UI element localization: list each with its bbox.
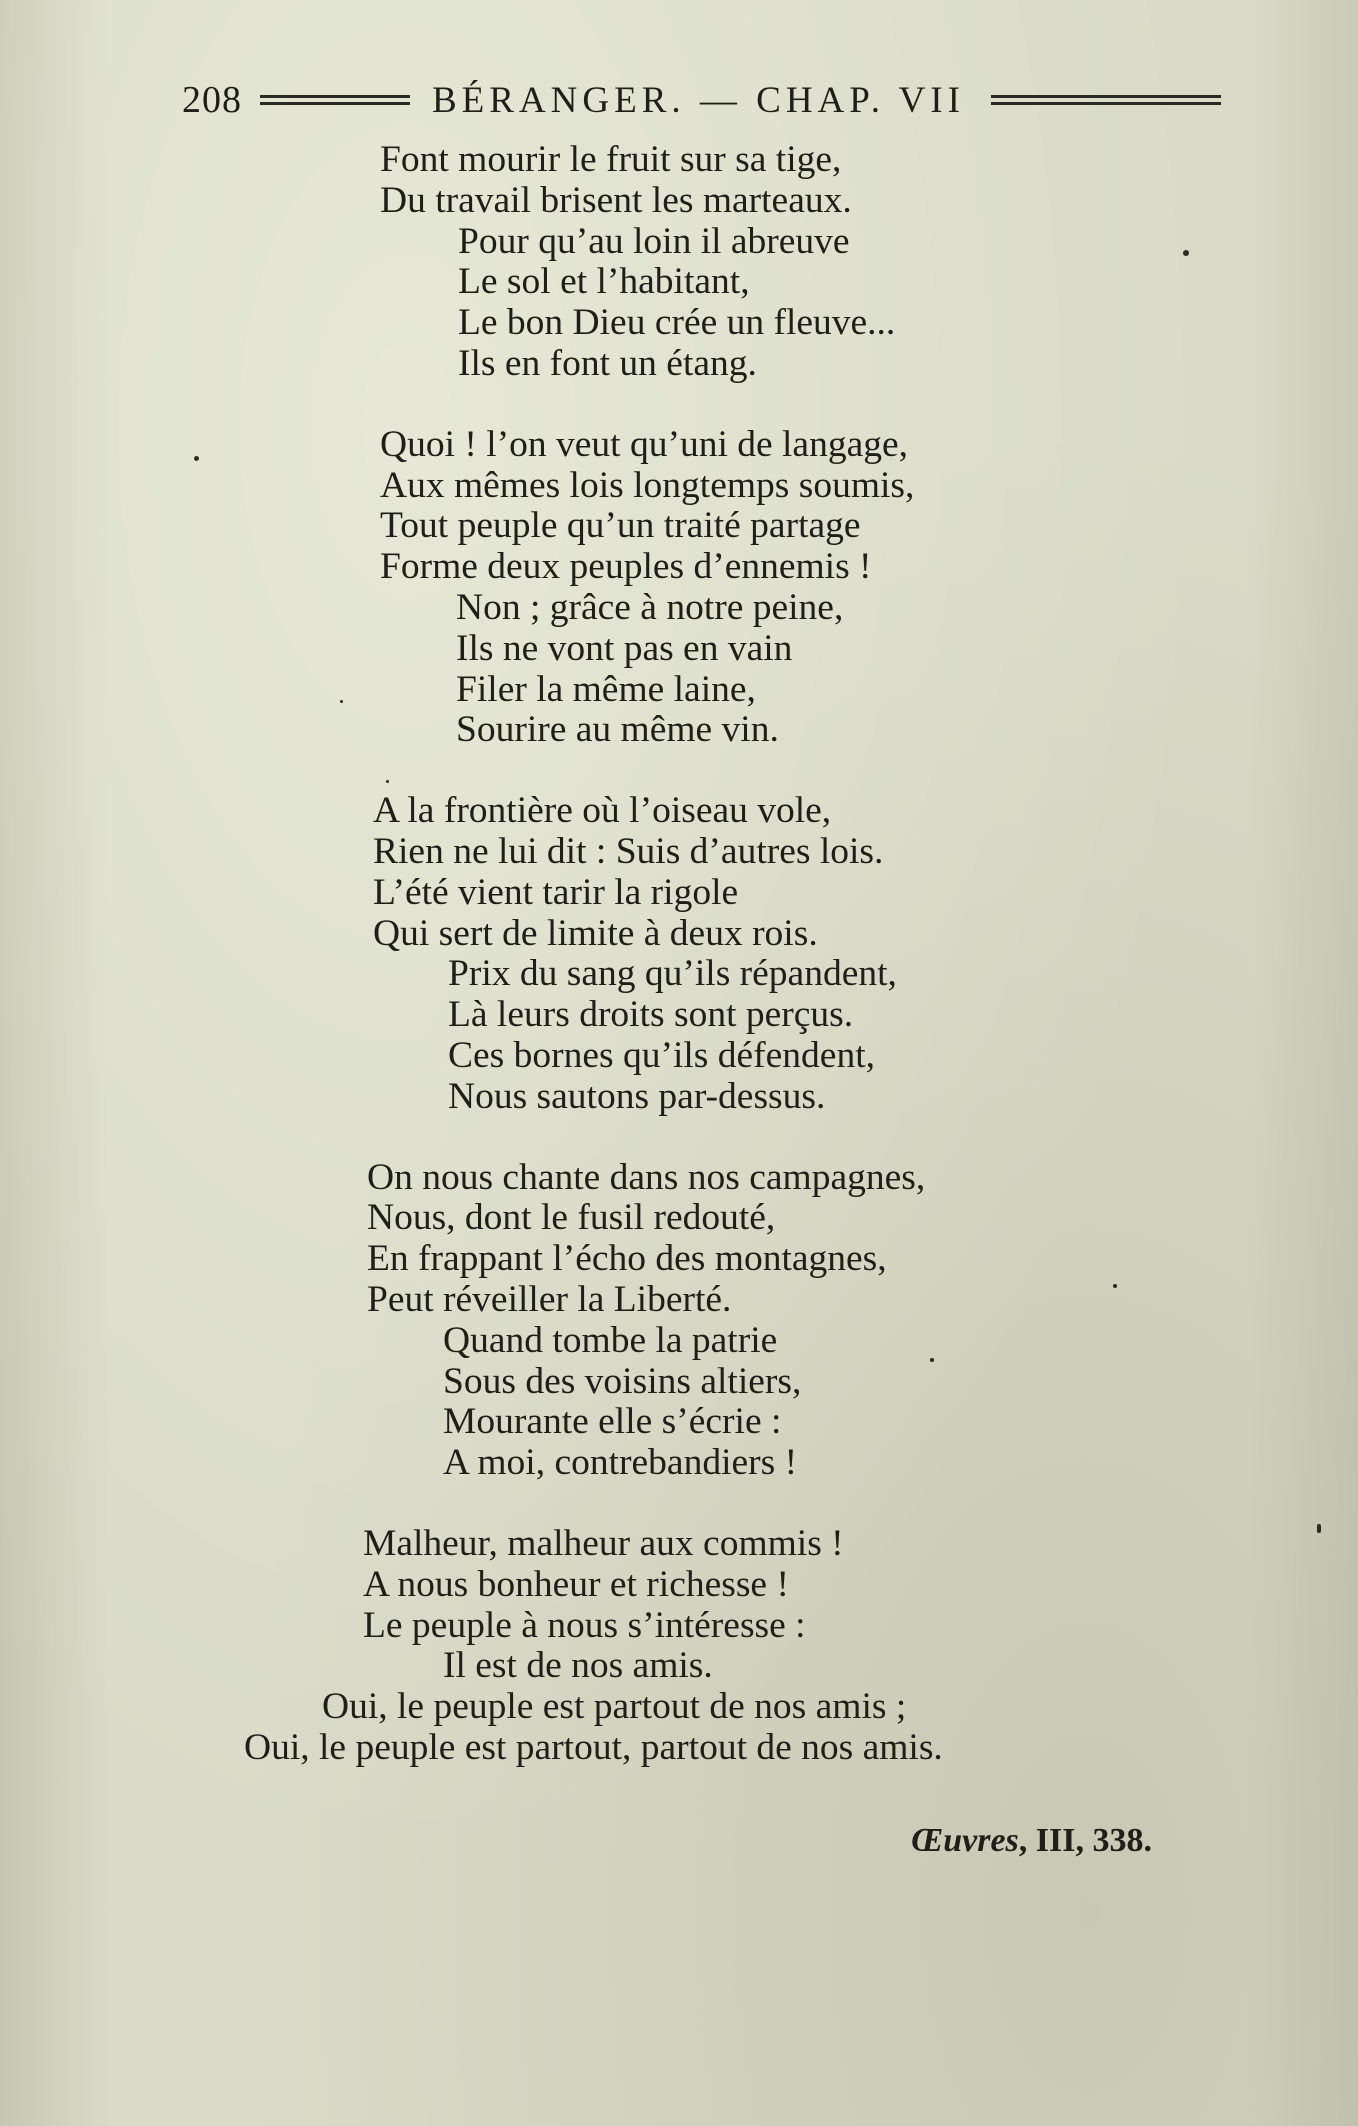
poem-line: Le sol et l’habitant,: [458, 261, 750, 303]
poem-line: Quoi ! l’on veut qu’uni de langage,: [380, 423, 908, 465]
poem-line: En frappant l’écho des montagnes,: [367, 1238, 887, 1280]
source-work: Œuvres: [911, 1822, 1019, 1859]
stanza-3: [0, 791, 1358, 1117]
poem-line: A moi, contrebandiers !: [443, 1442, 798, 1484]
poem-line: L’été vient tarir la rigole: [373, 871, 739, 913]
stanza-4: [0, 1158, 1358, 1484]
poem-line: Malheur, malheur aux commis !: [363, 1522, 844, 1564]
poem-line: Sourire au même vin.: [456, 709, 779, 751]
poem-line: Filer la même laine,: [456, 668, 756, 710]
header-rule-left: [260, 95, 410, 105]
running-header: [182, 74, 1278, 126]
paper-speck: [386, 780, 389, 783]
poem-line: Pour qu’au loin il abreuve: [458, 220, 850, 262]
poem-line: Ils en font un étang.: [458, 342, 757, 384]
source-reference: , III, 338.: [1018, 1822, 1152, 1859]
poem-line: A nous bonheur et richesse !: [363, 1563, 789, 1605]
header-rule-right: [991, 95, 1221, 105]
poem-line: Tout peuple qu’un traité partage: [380, 505, 861, 547]
poem-line: Oui, le peuple est partout de nos amis ;: [322, 1686, 907, 1728]
poem-line: Peut réveiller la Liberté.: [367, 1278, 732, 1320]
poem-line: Aux mêmes lois longtemps soumis,: [380, 464, 915, 506]
stanza-1: [0, 140, 1358, 385]
poem-line: Ces bornes qu’ils défendent,: [448, 1034, 875, 1076]
poem-line: Quand tombe la patrie: [443, 1319, 778, 1361]
poem-line: On nous chante dans nos campagnes,: [367, 1156, 926, 1198]
running-title: BÉRANGER. — CHAP. VII: [432, 79, 965, 121]
poem-line: Rien ne lui dit : Suis d’autres lois.: [373, 830, 884, 872]
poem-line: Qui sert de limite à deux rois.: [373, 912, 818, 954]
poem-line: Nous sautons par-dessus.: [448, 1075, 826, 1117]
paper-speck: [1183, 250, 1189, 256]
page-number: 208: [182, 79, 242, 121]
paper-speck: [1317, 1524, 1321, 1533]
poem-line: Là leurs droits sont perçus.: [448, 994, 854, 1036]
poem-line: Non ; grâce à notre peine,: [456, 586, 844, 628]
stanza-2: [0, 425, 1358, 751]
poem-line: Le peuple à nous s’intéresse :: [363, 1604, 806, 1646]
poem-line: Mourante elle s’écrie :: [443, 1401, 782, 1443]
paper-speck: [194, 456, 199, 461]
poem-line: Nous, dont le fusil redouté,: [367, 1197, 776, 1239]
stanza-5: [0, 1524, 1358, 1769]
poem-line: Le bon Dieu crée un fleuve...: [458, 302, 896, 344]
poem-line: Du travail brisent les marteaux.: [380, 179, 852, 221]
poem-line: Sous des voisins altiers,: [443, 1360, 802, 1402]
poem-line: Oui, le peuple est partout, partout de nos amis.: [244, 1726, 943, 1768]
poem-line: Il est de nos amis.: [443, 1645, 713, 1687]
paper-speck: [340, 700, 343, 703]
poem-line: Forme deux peuples d’ennemis !: [380, 546, 872, 588]
source-citation: [911, 1822, 1152, 1860]
poem-line: Ils ne vont pas en vain: [456, 627, 793, 669]
paper-speck: [1113, 1284, 1117, 1288]
poem-line: Prix du sang qu’ils répandent,: [448, 953, 897, 995]
poem-body: [0, 140, 1358, 1809]
poem-line: A la frontière où l’oiseau vole,: [373, 790, 832, 832]
paper-speck: [930, 1358, 934, 1362]
poem-line: Font mourir le fruit sur sa tige,: [380, 139, 842, 180]
